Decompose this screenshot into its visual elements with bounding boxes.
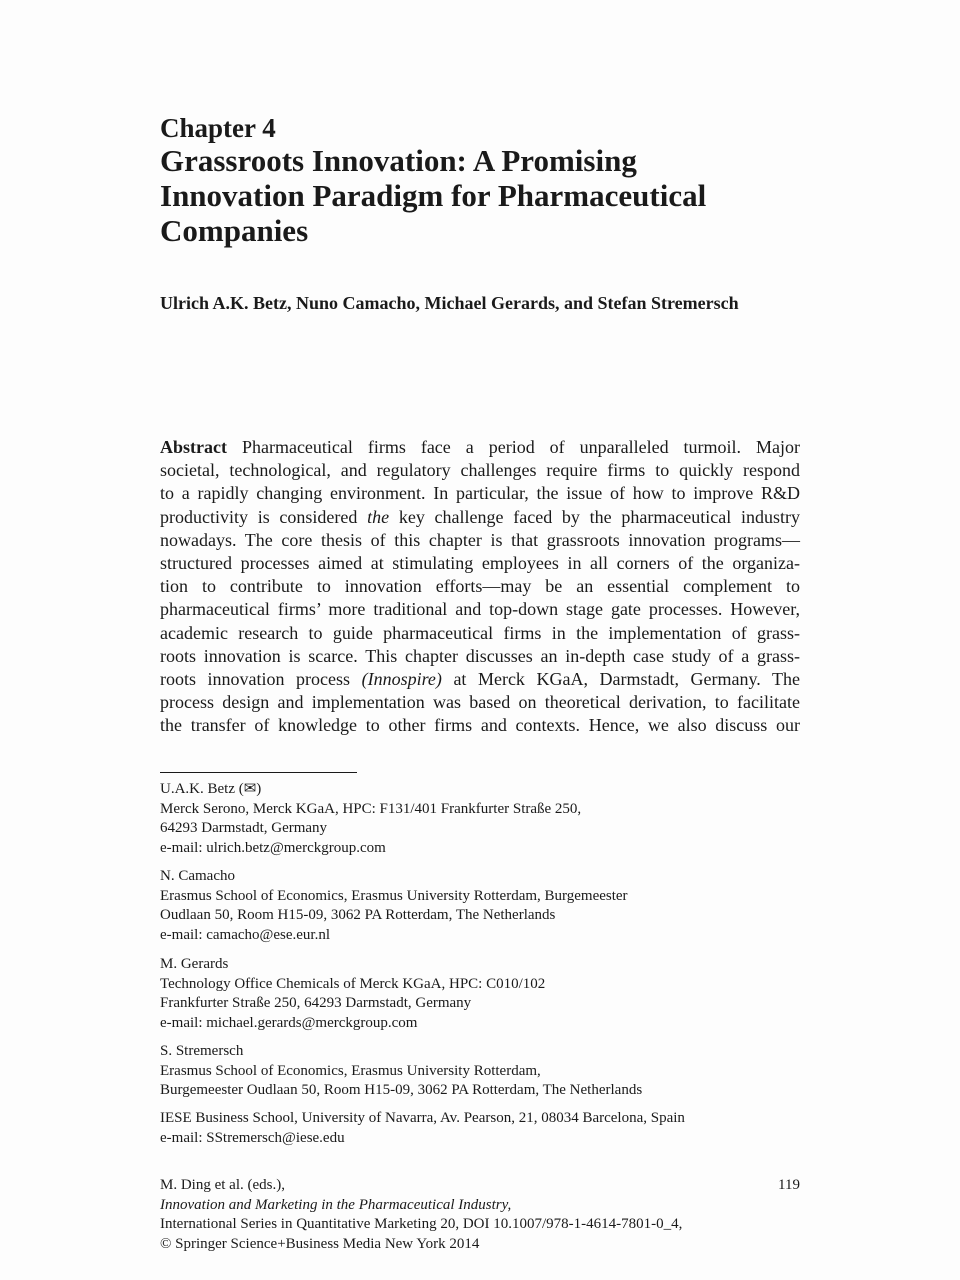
- abstract-text: key challenge faced by the pharmaceutical industry: [398, 506, 800, 527]
- abstract-line: [160, 668, 800, 691]
- affiliation-betz: [160, 780, 800, 858]
- citation-footer: [160, 1176, 800, 1254]
- affiliation-line: Technology Office Chemicals of Merck KGaA, HPC: C010/102: [160, 975, 546, 992]
- citation-text: M. Ding et al. (eds.),: [160, 1177, 285, 1193]
- affiliation-line: N. Camacho: [160, 868, 235, 884]
- abstract-line: structured processes aimed at stimulating employees in all corners of the organiza-: [160, 552, 800, 573]
- abstract-line: [160, 436, 800, 459]
- affiliation-line: Frankfurter Straße 250, 64293 Darmstadt, Germany: [160, 995, 472, 1011]
- affiliation-line: IESE Business School, University of Navarra, Av. Pearson, 21, 08034 Barcelona, Spain: [160, 1110, 685, 1126]
- abstract-line: tion to contribute to innovation efforts—may be an essential complement to: [160, 576, 800, 597]
- affiliation-line: Oudlaan 50, Room H15-09, 3062 PA Rotterdam, The Netherlands: [160, 907, 556, 923]
- affiliation-line: S. Stremersch: [160, 1043, 244, 1059]
- abstract-text: roots innovation process: [160, 668, 351, 689]
- abstract-text: Pharmaceutical firms face a period of unparalleled turmoil. Major: [241, 437, 800, 457]
- abstract-heading: Abstract: [160, 437, 227, 457]
- book-title: Innovation and Marketing in the Pharmaceutical Industry,: [160, 1196, 512, 1213]
- citation-line: International Series in Quantitative Marketing 20, DOI 10.1007/978-1-4614-7801-0_4,: [160, 1216, 683, 1232]
- chapter-title-line: Innovation Paradigm for Pharmaceutical: [160, 178, 707, 213]
- chapter-title-line: Grassroots Innovation: A Promising: [160, 143, 637, 178]
- chapter-label: Chapter 4: [160, 113, 276, 143]
- abstract-line: societal, technological, and regulatory challenges require firms to quickly respond: [160, 460, 800, 481]
- chapter-title: [160, 143, 860, 248]
- affiliation-line: M. Gerards: [160, 956, 229, 972]
- abstract-line: to a rapidly changing environment. In particular, the issue of how to improve R&D: [160, 483, 800, 504]
- affiliation-email[interactable]: e-mail: SStremersch@iese.edu: [160, 1129, 345, 1146]
- affiliation-gerards: [160, 955, 800, 1033]
- affiliation-line: Erasmus School of Economics, Erasmus University Rotterdam, Burgemeester: [160, 887, 628, 904]
- affiliation-line: Erasmus School of Economics, Erasmus University Rotterdam,: [160, 1062, 541, 1079]
- footnote-divider: [160, 772, 357, 773]
- affiliation-email[interactable]: e-mail: camacho@ese.eur.nl: [160, 926, 330, 943]
- abstract-line: [160, 506, 800, 529]
- abstract-line: academic research to guide pharmaceutical firms in the implementation of grass-: [160, 622, 800, 643]
- page-number: 119: [778, 1177, 800, 1193]
- affiliation-line: Merck Serono, Merck KGaA, HPC: F131/401 Frankfurter Straße 250,: [160, 800, 582, 817]
- abstract-line: nowadays. The core thesis of this chapter is that grassroots innovation programs—: [160, 529, 800, 550]
- abstract-text: productivity is considered: [160, 506, 358, 527]
- affiliation-camacho: [160, 867, 800, 945]
- abstract-text: at Merck KGaA, Darmstadt, Germany. The: [453, 668, 800, 689]
- affiliation-email[interactable]: e-mail: michael.gerards@merckgroup.com: [160, 1014, 418, 1031]
- chapter-title-line: Companies: [160, 213, 309, 248]
- affiliation-line: 64293 Darmstadt, Germany: [160, 820, 328, 836]
- abstract-line: roots innovation is scarce. This chapter discusses an in-depth case study of a grass-: [160, 645, 800, 666]
- author-list: Ulrich A.K. Betz, Nuno Camacho, Michael Gerards, and Stefan Stremersch: [160, 293, 739, 313]
- affiliation-email[interactable]: e-mail: ulrich.betz@merckgroup.com: [160, 839, 386, 856]
- abstract-line: pharmaceutical firms’ more traditional and top-down stage gate processes. However,: [160, 599, 800, 620]
- abstract: [160, 436, 800, 737]
- affiliation-stremersch-iese: [160, 1109, 800, 1148]
- affiliation-line: Burgemeester Oudlaan 50, Room H15-09, 3062 PA Rotterdam, The Netherlands: [160, 1082, 643, 1098]
- abstract-emphasis: the: [367, 506, 390, 527]
- abstract-emphasis: (Innospire): [361, 668, 442, 689]
- copyright-line: © Springer Science+Business Media New York 2014: [160, 1235, 480, 1252]
- affiliation-line: U.A.K. Betz (✉): [160, 781, 262, 797]
- abstract-line: the transfer of knowledge to other firms and contexts. Hence, we also discuss our: [160, 715, 800, 736]
- affiliation-stremersch: [160, 1042, 800, 1101]
- citation-line: [160, 1176, 800, 1215]
- abstract-line: process design and implementation was based on theoretical derivation, to facilitate: [160, 692, 800, 713]
